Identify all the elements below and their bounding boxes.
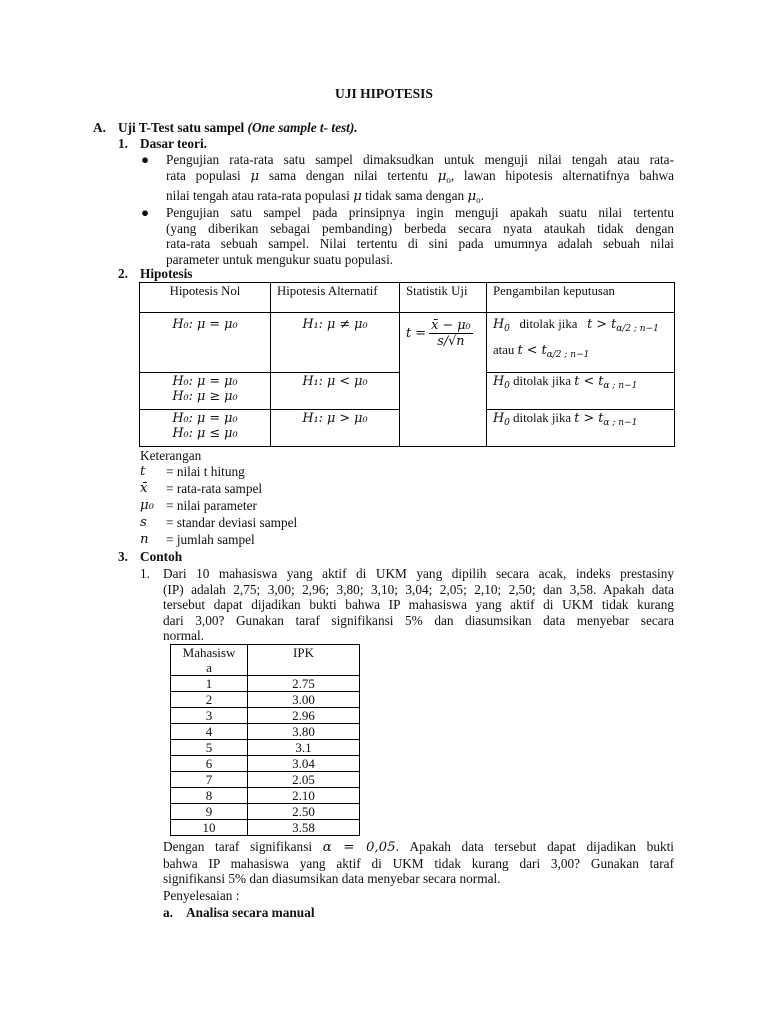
dasar-num: 1.	[118, 136, 128, 151]
table-row: 3 2.96	[171, 708, 360, 724]
ket-text: = rata-rata sampel	[166, 481, 263, 496]
ket-sym: μ₀	[140, 498, 154, 513]
problem-text: Dari 10 mahasiswa yang aktif di UKM yang dipilih secara acak, indeks prestasiny (IP) adalah 2,75; 3,00; 2,96; 3,80; 3,10; 3,04; 2,05; 2,10; 2,50; dan 3,58. Apakah data tersebut dapat dijadikan bukti bahwa IP mahasiswa yang aktif di UKM tidak kurang dari 3,00? Gunakan taraf signifikansi 5% dan diasumsikan data menyebar secara normal.	[163, 566, 674, 643]
table-row: 7 2.05	[171, 772, 360, 788]
ket-text: = standar deviasi sampel	[166, 515, 298, 530]
header-mahasiswa: Mahasisw a	[171, 645, 248, 676]
analisa-heading: Analisa secara manual	[186, 905, 315, 920]
r2-decision: $H_0$ ditolak jika $t < t_{\alpha ; n-1}$	[487, 373, 675, 410]
table-row: 4 3.80	[171, 724, 360, 740]
ket-text: = nilai t hitung	[166, 464, 245, 479]
ket-sym: x̄	[140, 481, 148, 496]
r1-h1: H₁: μ ≠ μ₀	[271, 313, 400, 373]
r2-h1: H₁: μ < μ₀	[271, 373, 400, 410]
contoh-num: 3.	[118, 549, 128, 564]
header-hipotesis-nol: Hipotesis Nol	[140, 283, 271, 313]
page-title: UJI HIPOTESIS	[335, 86, 433, 101]
r1-decision: $H_0$ ditolak jika $t > t_{\alpha/2 ; n-1}$ atau $t < t_{\alpha/2 ; n-1}$	[487, 313, 675, 373]
bullet-icon: ●	[141, 152, 150, 167]
table-row: 5 3.1	[171, 740, 360, 756]
r1-h0: H₀: μ = μ₀	[140, 313, 271, 373]
section-a-letter: A.	[93, 120, 106, 135]
stat-uji-cell	[400, 313, 487, 447]
bullet-icon: ●	[141, 205, 150, 220]
table-row: 8 2.10	[171, 788, 360, 804]
analisa-letter: a.	[163, 905, 173, 920]
table-row: 2 3.00	[171, 692, 360, 708]
header-statistik-uji: Statistik Uji	[400, 283, 487, 313]
bullet-1-text: Pengujian rata-rata satu sampel dimaksudkan untuk menguji nilai tengah atau rata- rata populasi μ sama dengan nilai tertentu $\mu_o$, lawan hipotesis alternatifnya bahwa nilai tengah atau rata-rata populasi μ tidak sama dengan $\mu_o$.	[166, 152, 674, 205]
header-hipotesis-alternatif: Hipotesis Alternatif	[271, 283, 400, 313]
ipk-table	[170, 644, 360, 836]
table-row: 6 3.04	[171, 756, 360, 772]
ket-text: = jumlah sampel	[166, 532, 255, 547]
hypothesis-table	[139, 282, 675, 447]
r3-h1: H₁: μ > μ₀	[271, 410, 400, 447]
ket-sym: t	[140, 464, 146, 479]
table-row: 1 2.75	[171, 676, 360, 692]
contoh-heading: Contoh	[140, 549, 183, 564]
ket-text: = nilai parameter	[166, 498, 257, 513]
problem-num: 1.	[140, 566, 150, 581]
section-a-heading: Uji T-Test satu sampel (One sample t- test).	[118, 120, 358, 135]
table-row: 10 3.58	[171, 820, 360, 836]
dasar-heading: Dasar teori.	[140, 136, 207, 151]
header-ipk: IPK	[248, 645, 360, 676]
stat-lhs: t =	[406, 325, 426, 341]
r3-decision: $H_0$ ditolak jika $t > t_{\alpha ; n-1}$	[487, 410, 675, 447]
r2-h0: H₀: μ = μ₀ H₀: μ ≥ μ₀	[140, 373, 271, 410]
stat-formula: $\frac{\text{x̄ − μ₀}}{s/√n}$	[431, 318, 471, 349]
hipotesis-heading: Hipotesis	[140, 266, 193, 281]
ket-sym: s	[140, 515, 147, 530]
table-row: 9 2.50	[171, 804, 360, 820]
penyelesaian-label: Penyelesaian :	[163, 888, 240, 903]
bullet-2-text: Pengujian satu sampel pada prinsipnya ingin menguji apakah suatu nilai tertentu (yang diberikan sebagai pembanding) berbeda secara nyata ataukah tidak dengan rata-rata sebuah sampel. Nilai tertentu di sini pada umumnya adalah sebuah nilai parameter untuk mengukur suatu populasi.	[166, 205, 674, 267]
r3-h0: H₀: μ = μ₀ H₀: μ ≤ μ₀	[140, 410, 271, 447]
taraf-text: Dengan taraf signifikansi α = 0,05. Apakah data tersebut dapat dijadikan bukti bahwa IP mahasiswa yang aktif di UKM tidak kurang dari 3,00? Gunakan taraf signifikansi 5% dan diasumsikan data menyebar secara normal.	[163, 839, 674, 886]
ket-sym: n	[140, 532, 149, 547]
header-pengambilan-keputusan: Pengambilan keputusan	[487, 283, 675, 313]
keterangan-title: Keterangan	[140, 448, 202, 463]
hipotesis-num: 2.	[118, 266, 128, 281]
